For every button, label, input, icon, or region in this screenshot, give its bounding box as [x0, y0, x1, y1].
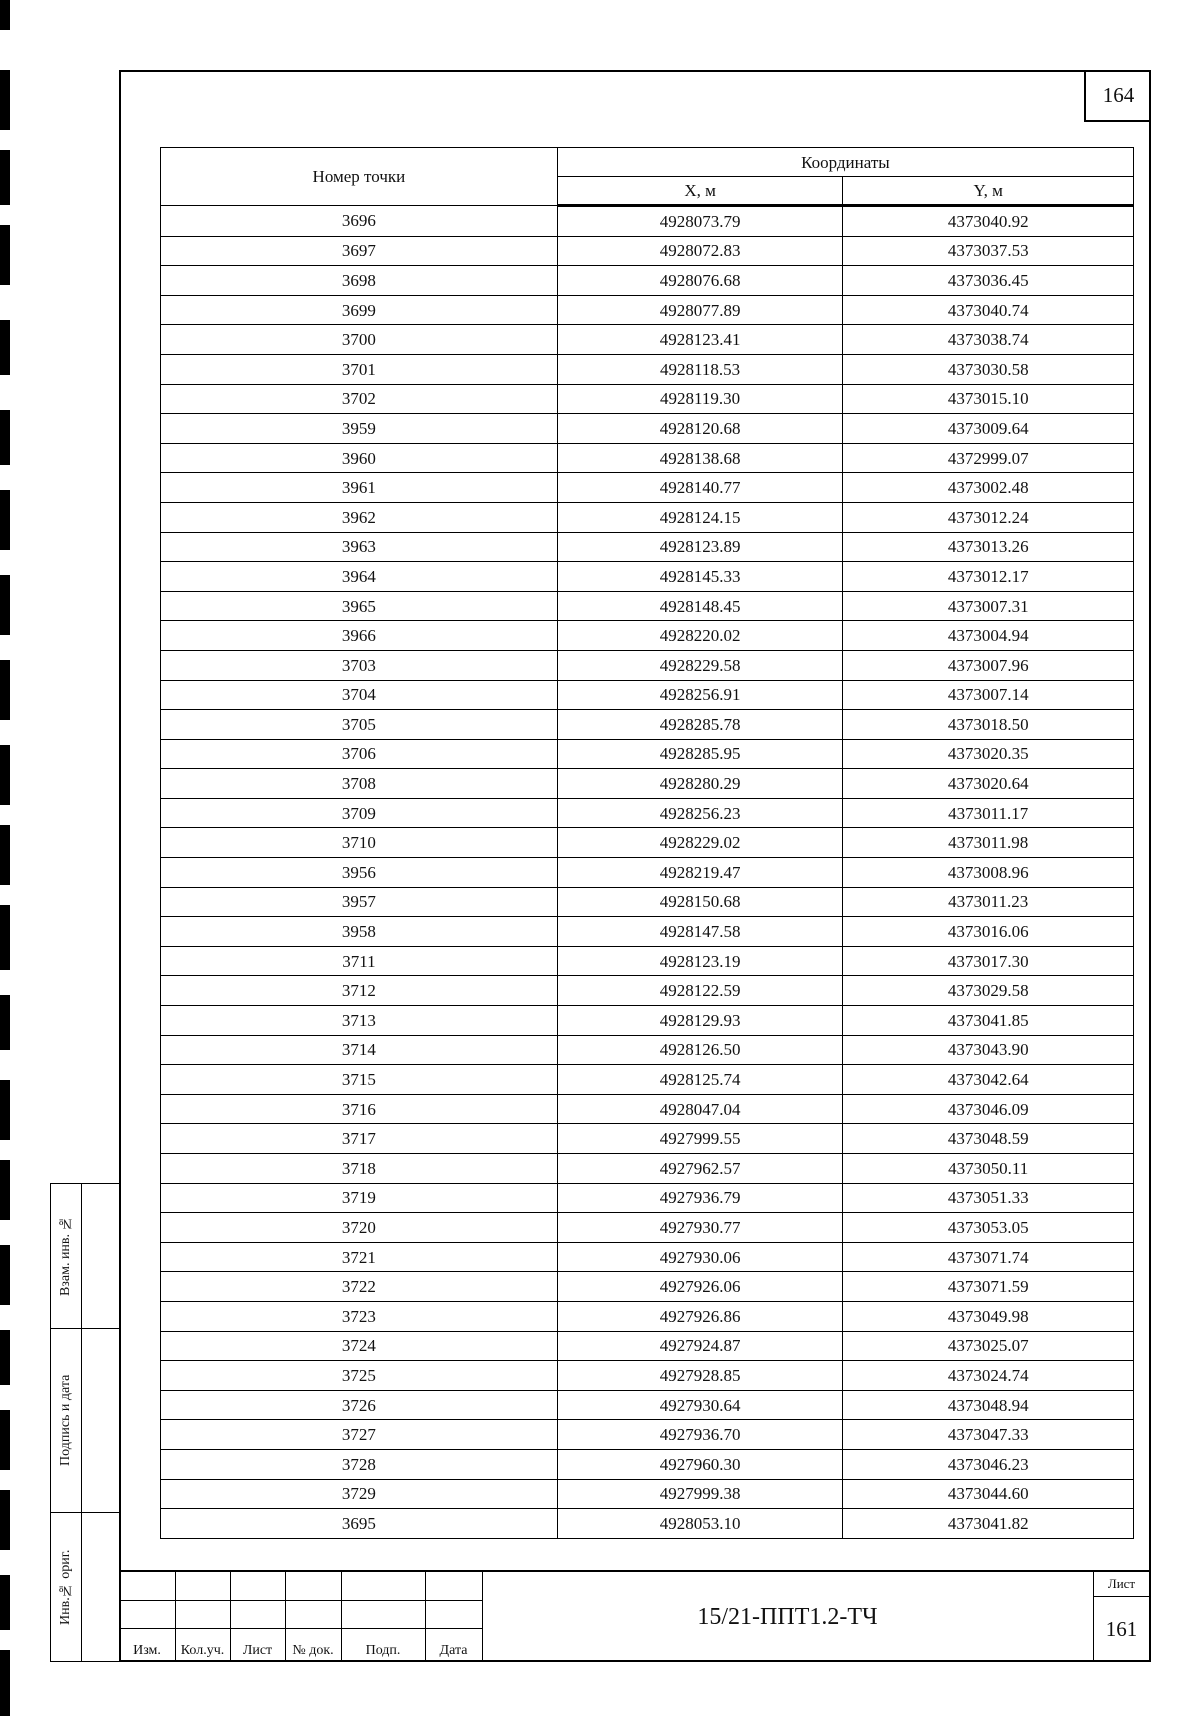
table-row [161, 1183, 1134, 1213]
point-number-cell: 3956 [161, 858, 558, 888]
y-coordinate-cell: 4373008.96 [843, 858, 1134, 888]
y-coordinate-cell: 4373029.58 [843, 976, 1134, 1006]
point-number-cell: 3966 [161, 621, 558, 651]
header-x: X, м [557, 177, 843, 206]
point-number-cell: 3715 [161, 1065, 558, 1095]
x-coordinate-cell: 4928220.02 [557, 621, 843, 651]
y-coordinate-cell: 4373002.48 [843, 473, 1134, 503]
y-coordinate-cell: 4373048.94 [843, 1390, 1134, 1420]
point-number-cell: 3710 [161, 828, 558, 858]
table-row [161, 384, 1134, 414]
table-row [161, 710, 1134, 740]
point-number-cell: 3963 [161, 532, 558, 562]
table-row [161, 1479, 1134, 1509]
y-coordinate-cell: 4373041.82 [843, 1509, 1134, 1539]
y-coordinate-cell: 4373018.50 [843, 710, 1134, 740]
table-row [161, 976, 1134, 1006]
table-row [161, 650, 1134, 680]
y-coordinate-cell: 4373015.10 [843, 384, 1134, 414]
x-coordinate-cell: 4928122.59 [557, 976, 843, 1006]
table-row [161, 591, 1134, 621]
point-number-cell: 3729 [161, 1479, 558, 1509]
table-row [161, 858, 1134, 888]
y-coordinate-cell: 4373041.85 [843, 1006, 1134, 1036]
point-number-cell: 3709 [161, 798, 558, 828]
y-coordinate-cell: 4373036.45 [843, 266, 1134, 296]
table-row [161, 206, 1134, 237]
y-coordinate-cell: 4373017.30 [843, 946, 1134, 976]
y-coordinate-cell: 4373024.74 [843, 1361, 1134, 1391]
point-number-cell: 3965 [161, 591, 558, 621]
point-number-cell: 3698 [161, 266, 558, 296]
x-coordinate-cell: 4927924.87 [557, 1331, 843, 1361]
point-number-cell: 3959 [161, 414, 558, 444]
title-col-izm: Изм. [133, 1643, 161, 1658]
table-row [161, 473, 1134, 503]
point-number-cell: 3701 [161, 354, 558, 384]
table-row [161, 1509, 1134, 1539]
y-coordinate-cell: 4373016.06 [843, 917, 1134, 947]
table-row [161, 917, 1134, 947]
x-coordinate-cell: 4927936.70 [557, 1420, 843, 1450]
document-code: 15/21-ППТ1.2-ТЧ [697, 1603, 878, 1630]
point-number-cell: 3718 [161, 1154, 558, 1184]
x-coordinate-cell: 4928124.15 [557, 502, 843, 532]
table-row [161, 1390, 1134, 1420]
y-coordinate-cell: 4373048.59 [843, 1124, 1134, 1154]
point-number-cell: 3716 [161, 1094, 558, 1124]
x-coordinate-cell: 4927926.86 [557, 1301, 843, 1331]
y-coordinate-cell: 4373020.35 [843, 739, 1134, 769]
point-number-cell: 3717 [161, 1124, 558, 1154]
y-coordinate-cell: 4373030.58 [843, 354, 1134, 384]
point-number-cell: 3724 [161, 1331, 558, 1361]
x-coordinate-cell: 4928229.58 [557, 650, 843, 680]
coordinates-table-body [161, 206, 1134, 1539]
y-coordinate-cell: 4373007.31 [843, 591, 1134, 621]
x-coordinate-cell: 4928285.95 [557, 739, 843, 769]
y-coordinate-cell: 4373007.96 [843, 650, 1134, 680]
y-coordinate-cell: 4372999.07 [843, 443, 1134, 473]
point-number-cell: 3712 [161, 976, 558, 1006]
point-number-cell: 3713 [161, 1006, 558, 1036]
point-number-cell: 3960 [161, 443, 558, 473]
y-coordinate-cell: 4373050.11 [843, 1154, 1134, 1184]
point-number-cell: 3705 [161, 710, 558, 740]
header-y: Y, м [843, 177, 1134, 206]
side-label-inv-orig: Инв.№ ориг. [58, 1549, 73, 1625]
y-coordinate-cell: 4373040.74 [843, 295, 1134, 325]
y-coordinate-cell: 4373043.90 [843, 1035, 1134, 1065]
y-coordinate-cell: 4373071.74 [843, 1242, 1134, 1272]
table-row [161, 414, 1134, 444]
side-stamp [50, 1183, 119, 1662]
header-point-number: Номер точки [161, 148, 558, 206]
title-col-podp: Подп. [365, 1643, 401, 1658]
x-coordinate-cell: 4928229.02 [557, 828, 843, 858]
point-number-cell: 3726 [161, 1390, 558, 1420]
table-row [161, 680, 1134, 710]
table-row [161, 887, 1134, 917]
x-coordinate-cell: 4927928.85 [557, 1361, 843, 1391]
point-number-cell: 3962 [161, 502, 558, 532]
point-number-cell: 3957 [161, 887, 558, 917]
table-row [161, 1242, 1134, 1272]
x-coordinate-cell: 4928076.68 [557, 266, 843, 296]
table-row [161, 1449, 1134, 1479]
x-coordinate-cell: 4928053.10 [557, 1509, 843, 1539]
y-coordinate-cell: 4373012.17 [843, 562, 1134, 592]
point-number-cell: 3723 [161, 1301, 558, 1331]
point-number-cell: 3695 [161, 1509, 558, 1539]
y-coordinate-cell: 4373038.74 [843, 325, 1134, 355]
coordinates-table [160, 147, 1134, 1539]
x-coordinate-cell: 4928073.79 [557, 206, 843, 237]
y-coordinate-cell: 4373007.14 [843, 680, 1134, 710]
point-number-cell: 3699 [161, 295, 558, 325]
title-col-kol-uch: Кол.уч. [180, 1643, 225, 1658]
table-row [161, 1301, 1134, 1331]
table-row [161, 502, 1134, 532]
x-coordinate-cell: 4928256.23 [557, 798, 843, 828]
point-number-cell: 3711 [161, 946, 558, 976]
x-coordinate-cell: 4928148.45 [557, 591, 843, 621]
x-coordinate-cell: 4928123.89 [557, 532, 843, 562]
table-row [161, 798, 1134, 828]
x-coordinate-cell: 4928285.78 [557, 710, 843, 740]
point-number-cell: 3704 [161, 680, 558, 710]
title-col-no-dok: № док. [292, 1643, 334, 1658]
y-coordinate-cell: 4373047.33 [843, 1420, 1134, 1450]
y-coordinate-cell: 4373013.26 [843, 532, 1134, 562]
y-coordinate-cell: 4373046.23 [843, 1449, 1134, 1479]
table-row [161, 1420, 1134, 1450]
y-coordinate-cell: 4373011.98 [843, 828, 1134, 858]
title-col-list: Лист [242, 1643, 273, 1658]
table-row [161, 325, 1134, 355]
x-coordinate-cell: 4928120.68 [557, 414, 843, 444]
page-number: 164 [1084, 70, 1151, 122]
x-coordinate-cell: 4928219.47 [557, 858, 843, 888]
table-row [161, 354, 1134, 384]
y-coordinate-cell: 4373011.23 [843, 887, 1134, 917]
x-coordinate-cell: 4928138.68 [557, 443, 843, 473]
x-coordinate-cell: 4927930.06 [557, 1242, 843, 1272]
point-number-cell: 3964 [161, 562, 558, 592]
table-row [161, 1006, 1134, 1036]
point-number-cell: 3720 [161, 1213, 558, 1243]
table-row [161, 1124, 1134, 1154]
point-number-cell: 3719 [161, 1183, 558, 1213]
x-coordinate-cell: 4927999.38 [557, 1479, 843, 1509]
x-coordinate-cell: 4927960.30 [557, 1449, 843, 1479]
table-row [161, 769, 1134, 799]
x-coordinate-cell: 4928129.93 [557, 1006, 843, 1036]
y-coordinate-cell: 4373020.64 [843, 769, 1134, 799]
point-number-cell: 3728 [161, 1449, 558, 1479]
sheet-number: 161 [1105, 1616, 1138, 1641]
point-number-cell: 3727 [161, 1420, 558, 1450]
y-coordinate-cell: 4373053.05 [843, 1213, 1134, 1243]
y-coordinate-cell: 4373009.64 [843, 414, 1134, 444]
point-number-cell: 3700 [161, 325, 558, 355]
x-coordinate-cell: 4928072.83 [557, 236, 843, 266]
x-coordinate-cell: 4927930.77 [557, 1213, 843, 1243]
x-coordinate-cell: 4927962.57 [557, 1154, 843, 1184]
table-row [161, 266, 1134, 296]
point-number-cell: 3725 [161, 1361, 558, 1391]
table-row [161, 1361, 1134, 1391]
x-coordinate-cell: 4928123.19 [557, 946, 843, 976]
table-row [161, 1272, 1134, 1302]
table-row [161, 532, 1134, 562]
point-number-cell: 3706 [161, 739, 558, 769]
y-coordinate-cell: 4373042.64 [843, 1065, 1134, 1095]
point-number-cell: 3722 [161, 1272, 558, 1302]
table-row [161, 1154, 1134, 1184]
point-number-cell: 3721 [161, 1242, 558, 1272]
side-label-vzam-inv: Взам. инв. № [58, 1215, 73, 1297]
sheet-box [1093, 1572, 1149, 1662]
y-coordinate-cell: 4373011.17 [843, 798, 1134, 828]
y-coordinate-cell: 4373025.07 [843, 1331, 1134, 1361]
x-coordinate-cell: 4928077.89 [557, 295, 843, 325]
title-block [119, 1570, 1151, 1662]
y-coordinate-cell: 4373046.09 [843, 1094, 1134, 1124]
y-coordinate-cell: 4373071.59 [843, 1272, 1134, 1302]
x-coordinate-cell: 4928147.58 [557, 917, 843, 947]
x-coordinate-cell: 4928145.33 [557, 562, 843, 592]
x-coordinate-cell: 4927936.79 [557, 1183, 843, 1213]
y-coordinate-cell: 4373037.53 [843, 236, 1134, 266]
x-coordinate-cell: 4928125.74 [557, 1065, 843, 1095]
x-coordinate-cell: 4928118.53 [557, 354, 843, 384]
table-row [161, 621, 1134, 651]
x-coordinate-cell: 4927926.06 [557, 1272, 843, 1302]
point-number-cell: 3958 [161, 917, 558, 947]
point-number-cell: 3708 [161, 769, 558, 799]
y-coordinate-cell: 4373040.92 [843, 206, 1134, 237]
table-row [161, 1065, 1134, 1095]
y-coordinate-cell: 4373012.24 [843, 502, 1134, 532]
y-coordinate-cell: 4373051.33 [843, 1183, 1134, 1213]
table-row [161, 1094, 1134, 1124]
table-row [161, 443, 1134, 473]
point-number-cell: 3702 [161, 384, 558, 414]
header-coordinates: Координаты [557, 148, 1133, 177]
side-label-podpis-data: Подпись и дата [58, 1374, 73, 1466]
x-coordinate-cell: 4927999.55 [557, 1124, 843, 1154]
x-coordinate-cell: 4928123.41 [557, 325, 843, 355]
y-coordinate-cell: 4373044.60 [843, 1479, 1134, 1509]
sheet-label: Лист [1094, 1572, 1149, 1597]
point-number-cell: 3714 [161, 1035, 558, 1065]
x-coordinate-cell: 4928140.77 [557, 473, 843, 503]
x-coordinate-cell: 4928126.50 [557, 1035, 843, 1065]
title-col-data: Дата [439, 1643, 468, 1658]
y-coordinate-cell: 4373004.94 [843, 621, 1134, 651]
table-row [161, 1035, 1134, 1065]
x-coordinate-cell: 4928280.29 [557, 769, 843, 799]
x-coordinate-cell: 4928119.30 [557, 384, 843, 414]
x-coordinate-cell: 4928256.91 [557, 680, 843, 710]
point-number-cell: 3696 [161, 206, 558, 237]
table-row [161, 828, 1134, 858]
table-row [161, 1331, 1134, 1361]
table-row [161, 295, 1134, 325]
x-coordinate-cell: 4928047.04 [557, 1094, 843, 1124]
point-number-cell: 3703 [161, 650, 558, 680]
y-coordinate-cell: 4373049.98 [843, 1301, 1134, 1331]
table-row [161, 946, 1134, 976]
point-number-cell: 3961 [161, 473, 558, 503]
table-row [161, 739, 1134, 769]
table-row [161, 1213, 1134, 1243]
x-coordinate-cell: 4928150.68 [557, 887, 843, 917]
table-row [161, 562, 1134, 592]
table-row [161, 236, 1134, 266]
x-coordinate-cell: 4927930.64 [557, 1390, 843, 1420]
point-number-cell: 3697 [161, 236, 558, 266]
